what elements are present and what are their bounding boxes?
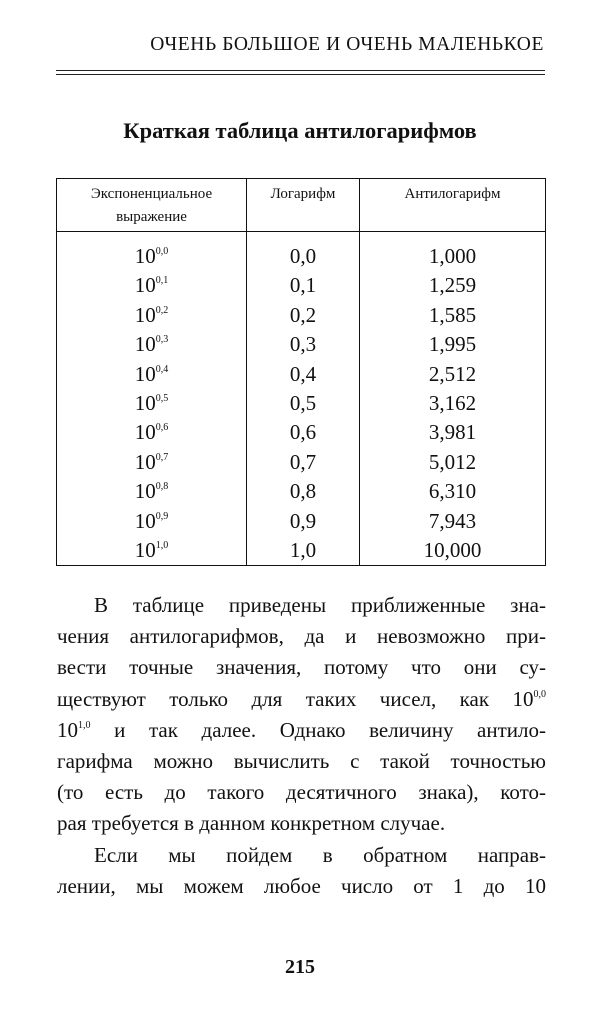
antilog-table <box>56 178 546 566</box>
antilogarithm-cell: 1,000 <box>360 232 546 272</box>
exponential-cell: 10$^{0,3}$ <box>57 330 247 359</box>
text-line: гарифма можно вычислить с такой точностью <box>57 748 546 773</box>
logarithm-cell: 0,0 <box>247 232 360 272</box>
antilogarithm-cell: 1,995 <box>360 330 546 359</box>
logarithm-cell: 0,7 <box>247 448 360 477</box>
exponential-cell: 10$^{0,4}$ <box>57 360 247 389</box>
antilogarithm-cell: 2,512 <box>360 360 546 389</box>
column-header: Экспоненциальное выражение <box>57 179 247 232</box>
text-line: чения антилогарифмов, да и невозможно при- <box>57 624 546 649</box>
exponential-cell: 10$^{0,5}$ <box>57 389 247 418</box>
text-line: 10$^{1,0}$ и так далее. Однако величину антило- <box>57 717 546 742</box>
text-line: вести точные значения, потому что они су- <box>57 655 546 680</box>
body-text <box>57 590 546 902</box>
logarithm-cell: 0,3 <box>247 330 360 359</box>
text-line: Если мы пойдем в обратном направ- <box>94 842 546 867</box>
table-row <box>57 507 546 536</box>
antilogarithm-cell: 1,259 <box>360 271 546 300</box>
logarithm-cell: 1,0 <box>247 536 360 566</box>
running-header: ОЧЕНЬ БОЛЬШОЕ И ОЧЕНЬ МАЛЕНЬКОЕ <box>150 34 544 55</box>
logarithm-cell: 0,1 <box>247 271 360 300</box>
table-row <box>57 389 546 418</box>
exponential-cell: 10$^{0,0}$ <box>57 232 247 272</box>
exponential-cell: 10$^{0,6}$ <box>57 418 247 447</box>
exponential-cell: 10$^{0,7}$ <box>57 448 247 477</box>
text-line: В таблице приведены приближенные зна- <box>94 593 546 617</box>
page-number: 215 <box>285 956 315 978</box>
logarithm-cell: 0,4 <box>247 360 360 389</box>
text-line: ществуют только для таких чисел, как 10$^{0,0}$ <box>57 686 546 711</box>
table-row <box>57 271 546 300</box>
logarithm-cell: 0,5 <box>247 389 360 418</box>
column-header: Логарифм <box>247 179 360 232</box>
table-row <box>57 360 546 389</box>
exponential-cell: 10$^{1,0}$ <box>57 536 247 566</box>
table-row <box>57 418 546 447</box>
text-line: рая требуется в данном конкретном случае. <box>57 811 446 836</box>
antilogarithm-cell: 1,585 <box>360 301 546 330</box>
antilogarithm-cell: 10,000 <box>360 536 546 566</box>
table-row <box>57 448 546 477</box>
exponential-cell: 10$^{0,2}$ <box>57 301 247 330</box>
exponential-cell: 10$^{0,9}$ <box>57 507 247 536</box>
logarithm-cell: 0,8 <box>247 477 360 506</box>
table-row <box>57 232 546 272</box>
table-row <box>57 330 546 359</box>
table-row <box>57 301 546 330</box>
antilogarithm-cell: 5,012 <box>360 448 546 477</box>
header-rule <box>56 70 545 71</box>
table-row <box>57 536 546 566</box>
logarithm-cell: 0,9 <box>247 507 360 536</box>
antilogarithm-cell: 3,162 <box>360 389 546 418</box>
antilogarithm-cell: 3,981 <box>360 418 546 447</box>
header-rule <box>56 74 545 75</box>
text-line: (то есть до такого десятичного знака), кото- <box>57 780 546 805</box>
exponential-cell: 10$^{0,8}$ <box>57 477 247 506</box>
logarithm-cell: 0,2 <box>247 301 360 330</box>
antilogarithm-cell: 7,943 <box>360 507 546 536</box>
table-title: Краткая таблица антилогарифмов <box>123 118 477 143</box>
exponential-cell: 10$^{0,1}$ <box>57 271 247 300</box>
antilogarithm-cell: 6,310 <box>360 477 546 506</box>
table-row <box>57 477 546 506</box>
logarithm-cell: 0,6 <box>247 418 360 447</box>
text-line: лении, мы можем любое число от 1 до 10 <box>57 873 546 898</box>
column-header: Антилогарифм <box>360 179 546 232</box>
